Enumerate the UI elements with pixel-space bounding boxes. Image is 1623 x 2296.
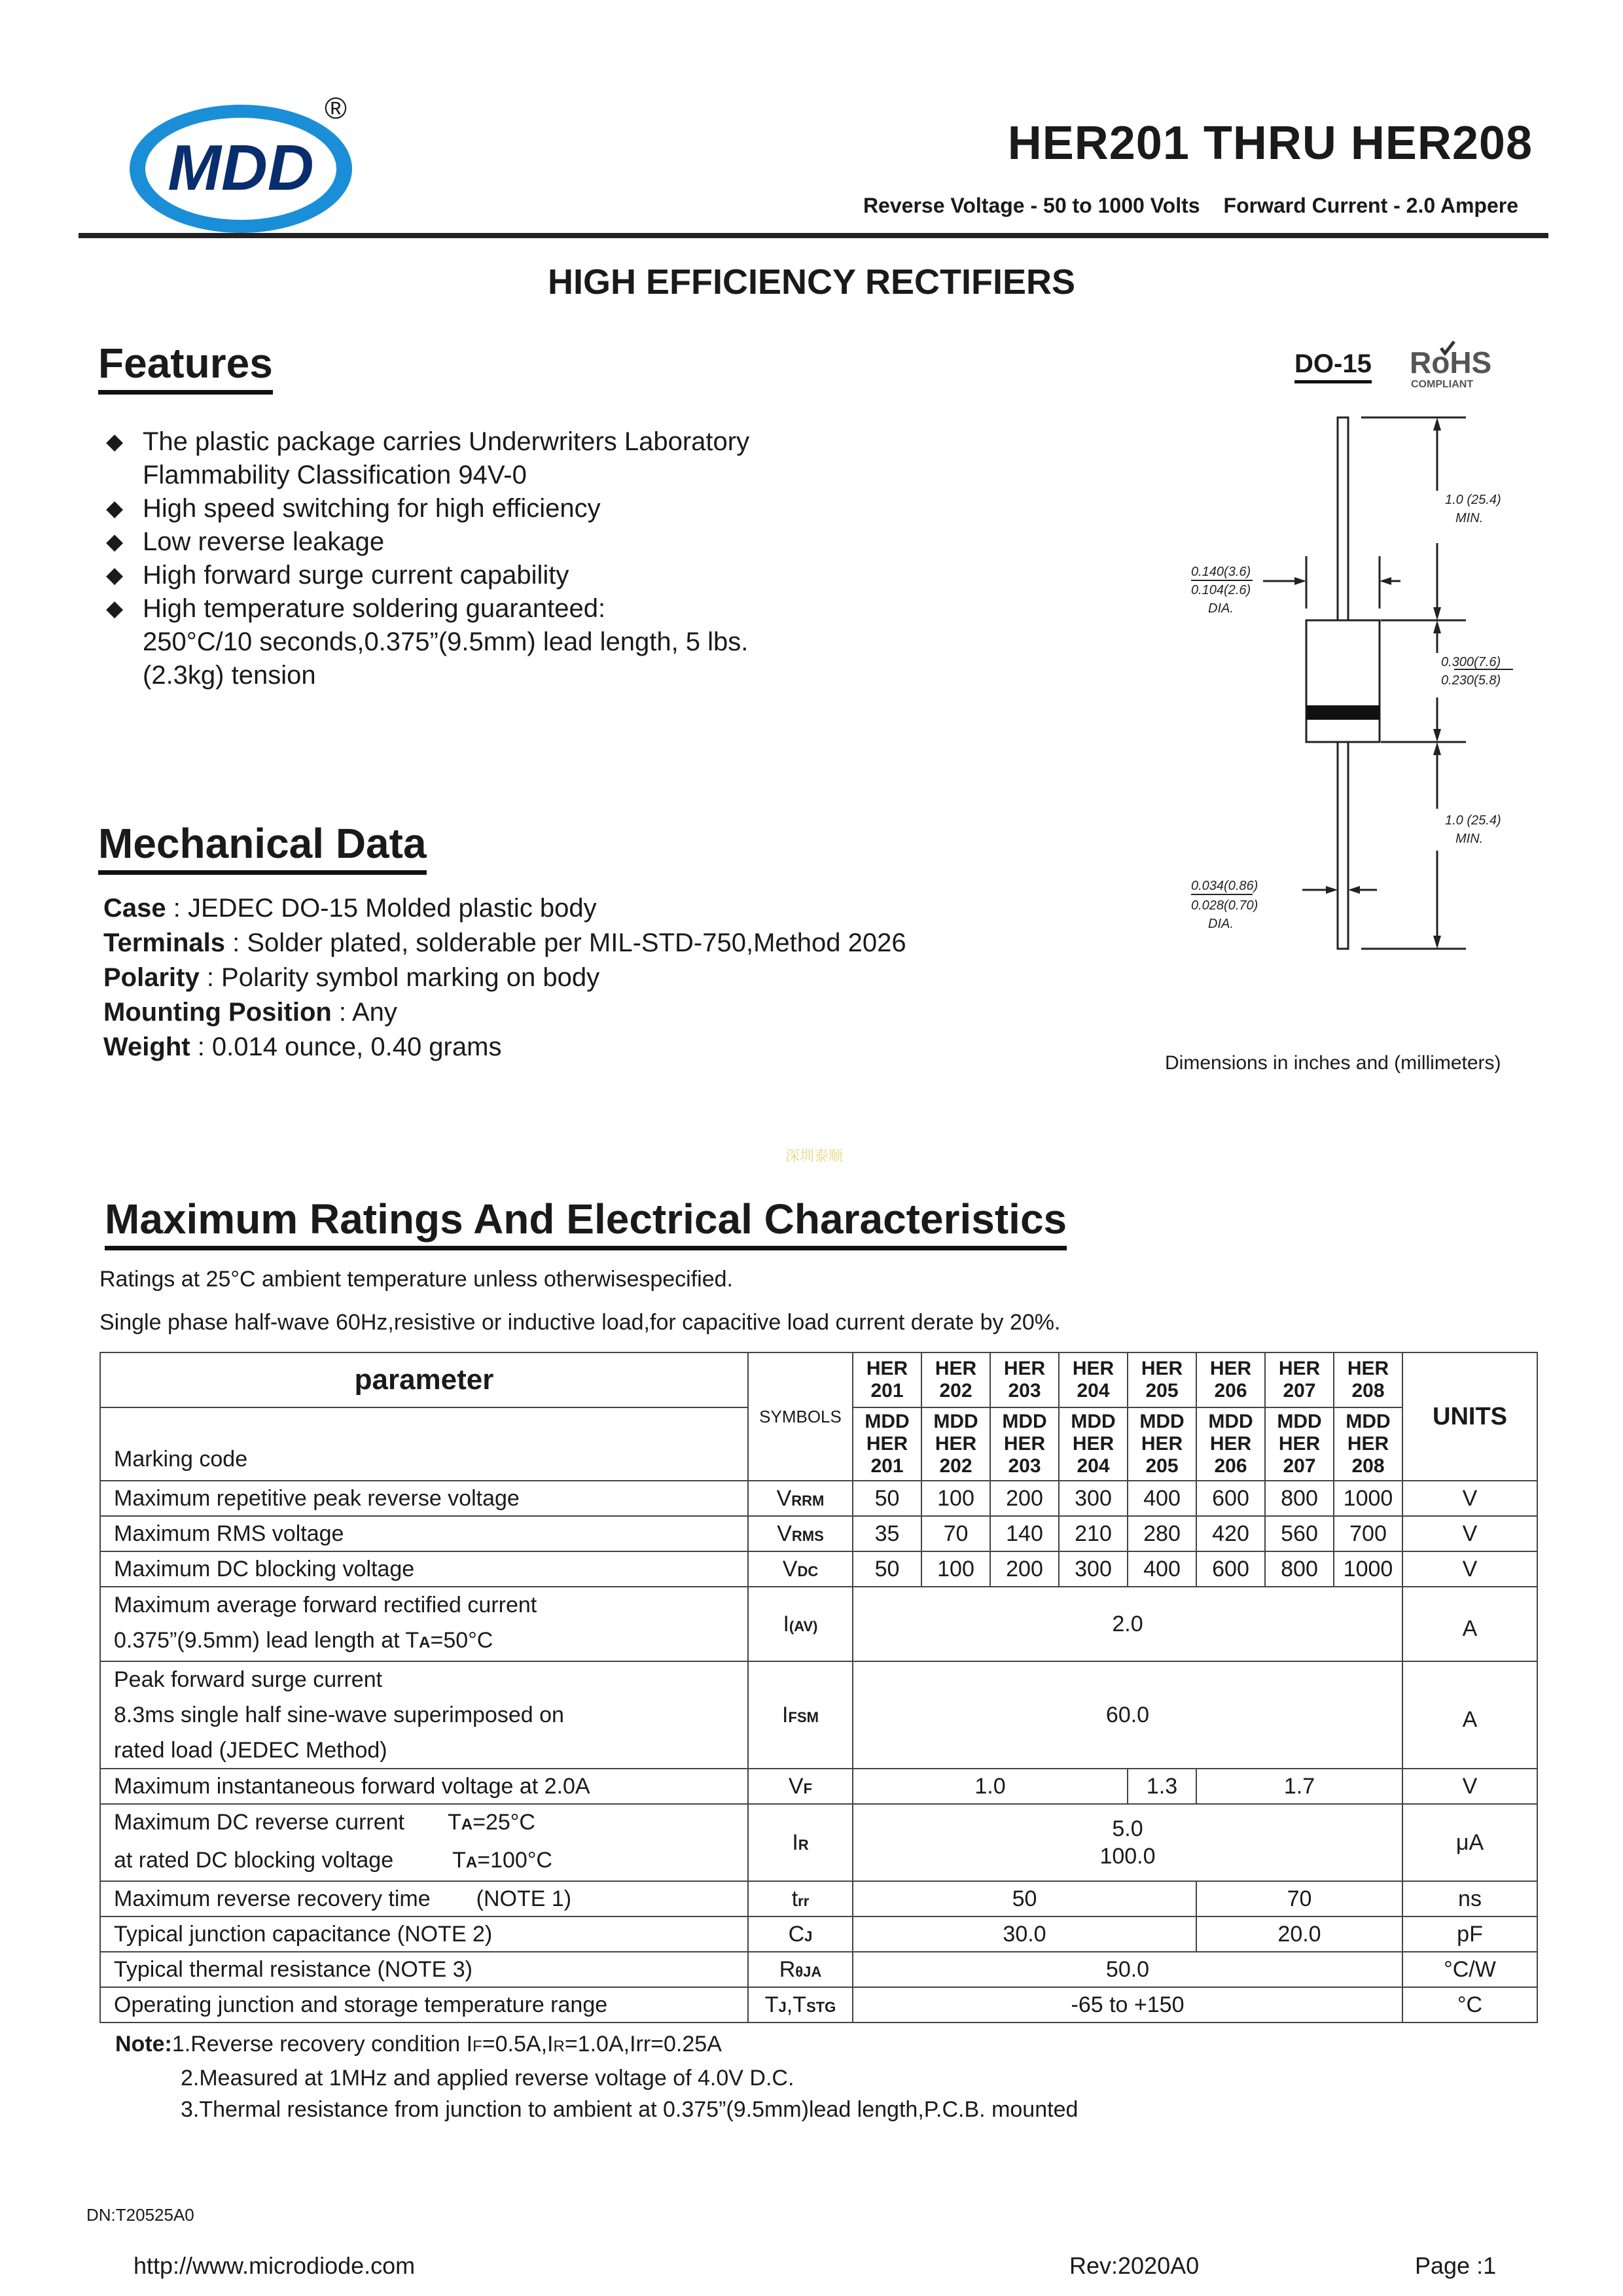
part-header: HER 202: [921, 1352, 990, 1407]
svg-text:1.0 (25.4): 1.0 (25.4): [1445, 493, 1501, 507]
svg-text:0.034(0.86): 0.034(0.86): [1191, 879, 1258, 893]
part-header: HER 201: [853, 1352, 921, 1407]
ratings-note-temperature: Ratings at 25°C ambient temperature unless otherwisespecified.: [99, 1267, 733, 1292]
ratings-table: [99, 1352, 1538, 2023]
note-1: Note:1.Reverse recovery condition IF=0.5A,IR=1.0A,Irr=0.25A: [115, 2032, 722, 2057]
note-3: 3.Thermal resistance from junction to ambient at 0.375”(9.5mm)lead length,P.C.B. mounted: [181, 2097, 1079, 2122]
table-row-tj: Operating junction and storage temperature range TJ,TSTG -65 to +150 °C: [100, 1987, 1537, 2022]
header-rule: [79, 233, 1548, 238]
mech-row-polarity: Polarity : Polarity symbol marking on body: [103, 963, 600, 992]
table-row-trr: Maximum reverse recovery time (NOTE 1) trr 50 70 ns: [100, 1881, 1537, 1916]
table-row-ifsm: Peak forward surge current 8.3ms single half sine-wave superimposed on rated load (JEDEC Method) IFSM 60.0 A: [100, 1661, 1537, 1769]
svg-text:MIN.: MIN.: [1455, 832, 1484, 846]
svg-text:0.230(5.8): 0.230(5.8): [1441, 673, 1501, 688]
symbols-header: SYMBOLS: [748, 1352, 853, 1481]
marking-code: MDD HER 201: [853, 1407, 921, 1481]
svg-text:0.028(0.70): 0.028(0.70): [1191, 898, 1258, 913]
symbol: VDC: [748, 1551, 853, 1587]
mech-row-mounting: Mounting Position : Any: [103, 998, 397, 1027]
feature-item: ◆ High speed switching for high efficiency: [102, 492, 887, 525]
part-header: HER 207: [1265, 1352, 1334, 1407]
symbol: CJ: [748, 1916, 853, 1952]
subtitle: [863, 194, 1518, 218]
table-row-vrms: Maximum RMS voltage VRMS 35 70 140 210 280 420 560 700 V: [100, 1516, 1537, 1551]
dimensions-note: Dimensions in inches and (millimeters): [1165, 1052, 1501, 1074]
marking-code-label: Marking code: [100, 1407, 748, 1481]
part-header: HER 208: [1334, 1352, 1402, 1407]
symbol: VRMS: [748, 1516, 853, 1551]
mechanical-heading: Mechanical Data: [98, 819, 427, 875]
part-header: HER 206: [1196, 1352, 1265, 1407]
voltage-range: Reverse Voltage - 50 to 1000 Volts: [863, 194, 1200, 217]
note-2: 2.Measured at 1MHz and applied reverse voltage of 4.0V D.C.: [181, 2066, 794, 2091]
website-link[interactable]: http://www.microdiode.com: [134, 2252, 416, 2279]
document-number: DN:T20525A0: [86, 2205, 194, 2225]
mech-row-weight: Weight : 0.014 ounce, 0.40 grams: [103, 1033, 502, 1061]
table-row-vrrm: Maximum repetitive peak reverse voltage VRRM 50 100 200 300 400 600 800 1000 V: [100, 1481, 1537, 1516]
svg-text:0.104(2.6): 0.104(2.6): [1191, 583, 1251, 597]
product-heading: HIGH EFFICIENCY RECTIFIERS: [547, 262, 1076, 302]
marking-code: MDD HER 202: [921, 1407, 990, 1481]
svg-text:0.140(3.6): 0.140(3.6): [1191, 565, 1251, 579]
table-header-row: [100, 1352, 1537, 1407]
watermark: 深圳泰顺: [785, 1148, 844, 1164]
diamond-bullet-icon: ◆: [106, 496, 124, 521]
marking-code: MDD HER 203: [990, 1407, 1059, 1481]
ratings-heading: Maximum Ratings And Electrical Characteristics: [105, 1195, 1067, 1250]
forward-current: Forward Current - 2.0 Ampere: [1223, 194, 1518, 217]
marking-code: MDD HER 205: [1128, 1407, 1196, 1481]
document-title: HER201 THRU HER208: [1007, 117, 1533, 169]
feature-item: ◆ Low reverse leakage: [102, 525, 887, 559]
table-row-ir: Maximum DC reverse current TA=25°C at rated DC blocking voltage TA=100°C IR 5.0 100.0 μA: [100, 1804, 1537, 1881]
footnotes: [115, 2028, 1078, 2125]
do15-package-diagram: [1185, 393, 1551, 968]
diamond-bullet-icon: ◆: [106, 529, 124, 554]
features-heading: Features: [98, 339, 273, 395]
marking-code: MDD HER 206: [1196, 1407, 1265, 1481]
units-header: UNITS: [1402, 1352, 1537, 1481]
svg-text:0.300(7.6): 0.300(7.6): [1441, 655, 1501, 669]
table-row-vdc: Maximum DC blocking voltage VDC 50 100 200 300 400 600 800 1000 V: [100, 1551, 1537, 1587]
symbol: TJ,TSTG: [748, 1987, 853, 2022]
feature-item: ◆ High temperature soldering guaranteed: 250°C/10 seconds,0.375”(9.5mm) lead length, 5 lbs. (2.3kg) tension: [102, 592, 887, 692]
mech-row-terminals: Terminals : Solder plated, solderable per MIL-STD-750,Method 2026: [103, 928, 906, 957]
diamond-bullet-icon: ◆: [106, 429, 124, 454]
mechanical-data-list: [103, 891, 906, 1065]
svg-text:DIA.: DIA.: [1208, 601, 1234, 616]
revision: Rev:2020A0: [1069, 2252, 1200, 2279]
marking-code: MDD HER 207: [1265, 1407, 1334, 1481]
svg-text:1.0 (25.4): 1.0 (25.4): [1445, 813, 1501, 828]
diamond-bullet-icon: ◆: [106, 596, 124, 621]
feature-item: ◆ The plastic package carries Underwriters Laboratory Flammability Classification 94V-0: [102, 425, 887, 492]
part-header: HER 203: [990, 1352, 1059, 1407]
mech-row-case: Case : JEDEC DO-15 Molded plastic body: [103, 894, 597, 923]
mdd-logo: [123, 92, 359, 242]
diamond-bullet-icon: ◆: [106, 563, 124, 588]
features-list: [102, 425, 887, 692]
part-header: HER 205: [1128, 1352, 1196, 1407]
table-row-cj: Typical junction capacitance (NOTE 2) CJ 30.0 20.0 pF: [100, 1916, 1537, 1952]
marking-code: MDD HER 208: [1334, 1407, 1402, 1481]
page-number: Page :1: [1415, 2252, 1497, 2279]
symbol: I(AV): [748, 1587, 853, 1661]
feature-item: ◆ High forward surge current capability: [102, 559, 887, 592]
parameter-header: parameter: [100, 1352, 748, 1407]
table-row-rth: Typical thermal resistance (NOTE 3) RθJA 50.0 °C/W: [100, 1952, 1537, 1987]
registered-mark: ®: [325, 91, 347, 125]
rohs-logo: [1407, 339, 1492, 391]
svg-text:COMPLIANT: COMPLIANT: [1411, 379, 1474, 390]
table-row-iav: Maximum average forward rectified current 0.375”(9.5mm) lead length at TA=50°C I(AV) 2.0 A: [100, 1587, 1537, 1661]
ratings-note-load: Single phase half-wave 60Hz,resistive or inductive load,for capacitive load current derate by 20%.: [99, 1310, 1061, 1335]
svg-text:MDD: MDD: [168, 132, 314, 203]
marking-code: MDD HER 204: [1059, 1407, 1128, 1481]
symbol: RθJA: [748, 1952, 853, 1987]
symbol: IR: [748, 1804, 853, 1881]
table-row-vf: Maximum instantaneous forward voltage at 2.0A VF 1.0 1.3 1.7 V: [100, 1769, 1537, 1804]
symbol: IFSM: [748, 1661, 853, 1769]
symbol: trr: [748, 1881, 853, 1916]
package-label: DO-15: [1294, 349, 1372, 383]
symbol: VRRM: [748, 1481, 853, 1516]
svg-text:DIA.: DIA.: [1208, 917, 1234, 931]
part-header: HER 204: [1059, 1352, 1128, 1407]
svg-text:RoHS: RoHS: [1410, 345, 1492, 380]
svg-text:MIN.: MIN.: [1455, 511, 1484, 525]
symbol: VF: [748, 1769, 853, 1804]
